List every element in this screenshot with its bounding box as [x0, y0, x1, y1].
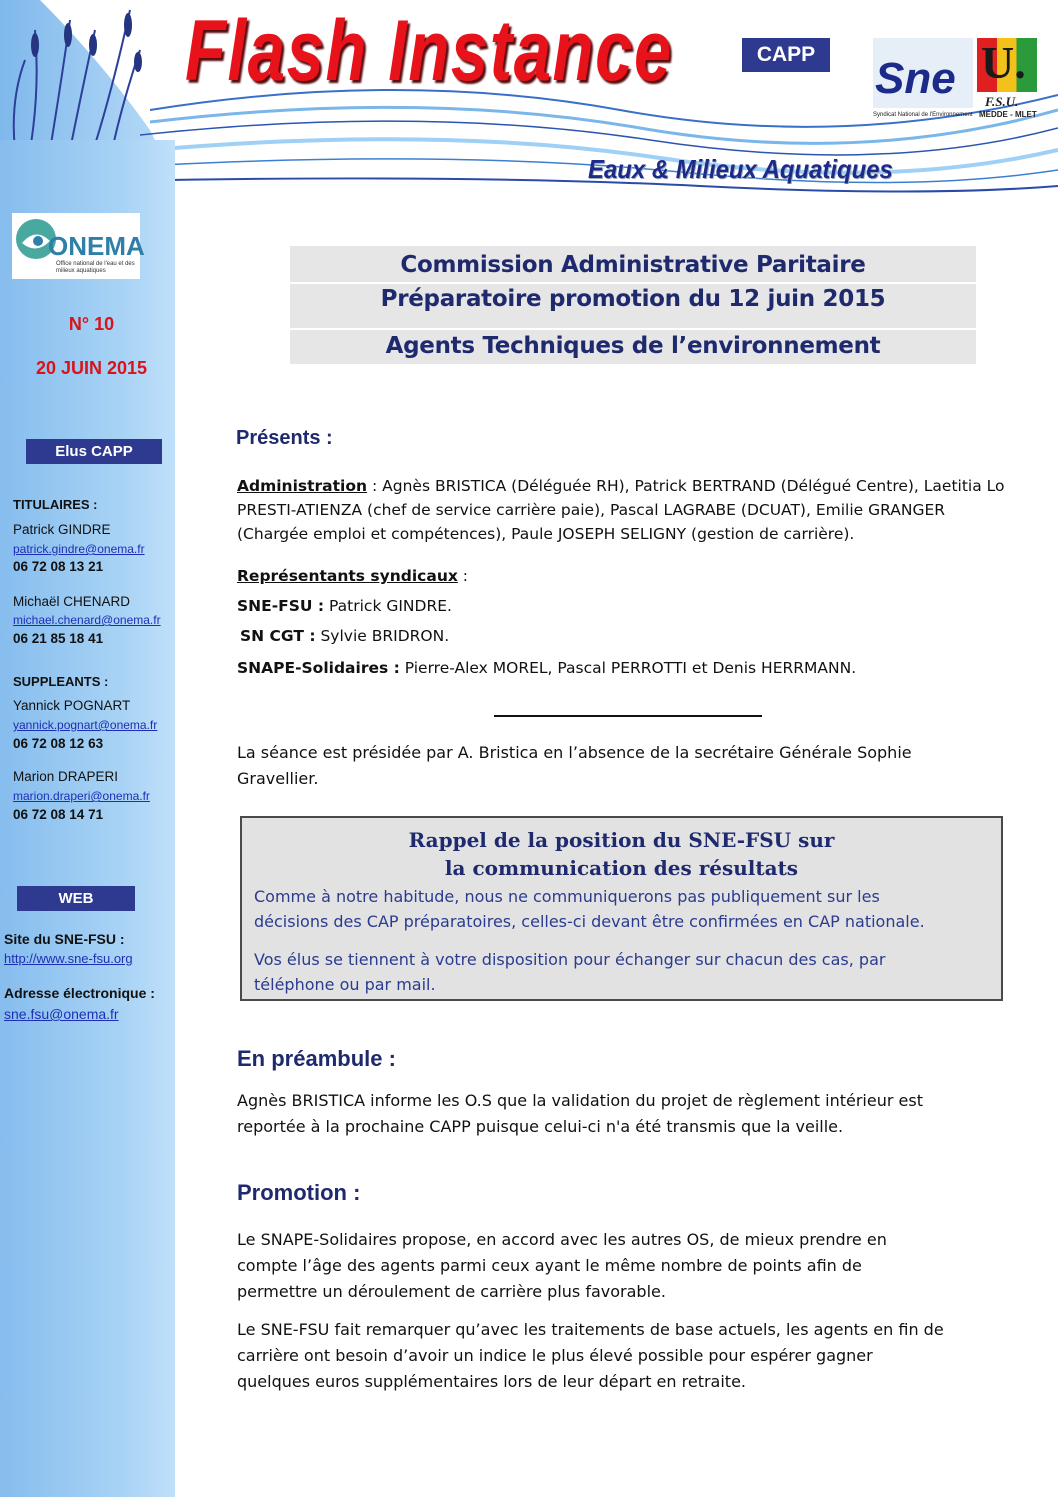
newsletter-subtitle: Eaux & Milieux Aquatiques	[588, 154, 893, 184]
promotion-heading: Promotion :	[237, 1180, 361, 1205]
member-email-link[interactable]: patrick.gindre@onema.fr	[13, 542, 145, 556]
mail-link[interactable]: sne.fsu@onema.fr	[4, 1006, 119, 1022]
member-email-link[interactable]: marion.draperi@onema.fr	[13, 789, 150, 803]
union-line: SNE-FSU : Patrick GINDRE.	[237, 597, 452, 615]
rappel-box	[240, 816, 1003, 1001]
fsu-logo-text: F.S.U.	[985, 94, 1019, 109]
preambule-paragraph: Agnès BRISTICA informe les O.S que la validation du projet de règlement intérieur est reportée à la prochaine CAPP puisque celui-ci n'a été transmis que la veille.	[237, 1091, 923, 1136]
fsu-u-logo: U.	[977, 38, 1037, 92]
member-name: Michaël CHENARD	[13, 594, 131, 609]
administration-label: Administration	[237, 477, 368, 495]
title-line-2: Préparatoire promotion du 12 juin 2015	[380, 286, 886, 312]
sne-fsu-logo	[873, 38, 1043, 124]
member-phone: 06 72 08 14 71	[13, 807, 104, 822]
member-phone: 06 72 08 12 63	[13, 736, 104, 751]
divider-line	[494, 715, 762, 717]
suppleants-heading: SUPPLEANTS :	[13, 674, 109, 689]
onema-logo-text: ONEMA	[48, 231, 145, 261]
sne-logo-caption: Syndicat National de l'Environnement	[873, 112, 973, 118]
rappel-paragraph-1: Comme à notre habitude, nous ne communiquerons pas publiquement sur les décisions des CAP préparatoires, celles-ci devant être confirmées en CAP nationale.	[254, 887, 925, 931]
onema-logo	[12, 213, 145, 279]
titulaires-heading: TITULAIRES :	[13, 497, 98, 512]
administration-paragraph: Administration : Agnès BRISTICA (Déléguée RH), Patrick BERTRAND (Délégué Centre), Laetitia Lo PRESTI-ATIENZA (chef de service carrière paie), Pascal LAGRABE (DCUAT), Emilie GRANGER (Chargée emploi et compétences), Paule JOSEPH SELIGNY (gestion de carrière).	[237, 477, 1005, 543]
onema-logo-caption: Office national de l'eau et des milieux aquatiques	[56, 261, 135, 274]
member-email-link[interactable]: michael.chenard@onema.fr	[13, 613, 161, 627]
newsletter-title: Flash Instance	[185, 3, 673, 99]
mail-label: Adresse électronique :	[4, 985, 155, 1001]
union-line: SN CGT : Sylvie BRIDRON.	[240, 627, 450, 645]
title-line-3: Agents Techniques de l’environnement	[385, 333, 881, 359]
sne-logo-text: Sne	[875, 54, 956, 103]
member-phone: 06 21 85 18 41	[13, 631, 104, 646]
rappel-title-1: Rappel de la position du SNE-FSU sur	[408, 828, 835, 852]
rappel-paragraph-2: Vos élus se tiennent à votre disposition pour échanger sur chacun des cas, par téléphone ou par mail.	[254, 950, 886, 994]
presents-heading: Présents :	[236, 427, 333, 449]
seance-paragraph: La séance est présidée par A. Bristica en l’absence de la secrétaire Générale Sophie Gravellier.	[237, 743, 912, 788]
web-badge: WEB	[17, 886, 135, 911]
issue-date: 20 JUIN 2015	[35, 358, 148, 378]
member-email-link[interactable]: yannick.pognart@onema.fr	[13, 718, 158, 732]
preambule-heading: En préambule :	[237, 1046, 396, 1071]
elus-capp-badge: Elus CAPP	[26, 439, 162, 464]
title-box	[290, 246, 976, 364]
promotion-paragraph-1: Le SNAPE-Solidaires propose, en accord avec les autres OS, de mieux prendre en compte l’âge des agents parmi ceux ayant le même nombre de points afin de permettre un déroulement de carrière plus favorable.	[237, 1230, 887, 1301]
member-name: Marion DRAPERI	[13, 769, 119, 784]
site-label: Site du SNE-FSU :	[4, 931, 125, 947]
member-name: Yannick POGNART	[13, 698, 131, 713]
issue-number: N° 10	[68, 314, 115, 334]
medde-logo-text: MEDDE - MLET	[979, 110, 1037, 119]
site-url-link[interactable]: http://www.sne-fsu.org	[4, 951, 133, 966]
member-phone: 06 72 08 13 21	[13, 559, 104, 574]
representants-label: Représentants syndicaux :	[237, 567, 469, 585]
promotion-paragraph-2: Le SNE-FSU fait remarquer qu’avec les traitements de base actuels, les agents en fin de carrière ont besoin d’avoir un indice le plus élevé possible pour espérer gagner quelques euros supplémentaires lors de leur départ en retraite.	[237, 1320, 944, 1391]
member-name: Patrick GINDRE	[13, 522, 111, 537]
union-line: SNAPE-Solidaires : Pierre-Alex MOREL, Pascal PERROTTI et Denis HERRMANN.	[237, 659, 857, 677]
rappel-title-2: la communication des résultats	[444, 856, 799, 880]
title-line-1: Commission Administrative Paritaire	[400, 252, 866, 278]
capp-badge: CAPP	[742, 38, 830, 72]
